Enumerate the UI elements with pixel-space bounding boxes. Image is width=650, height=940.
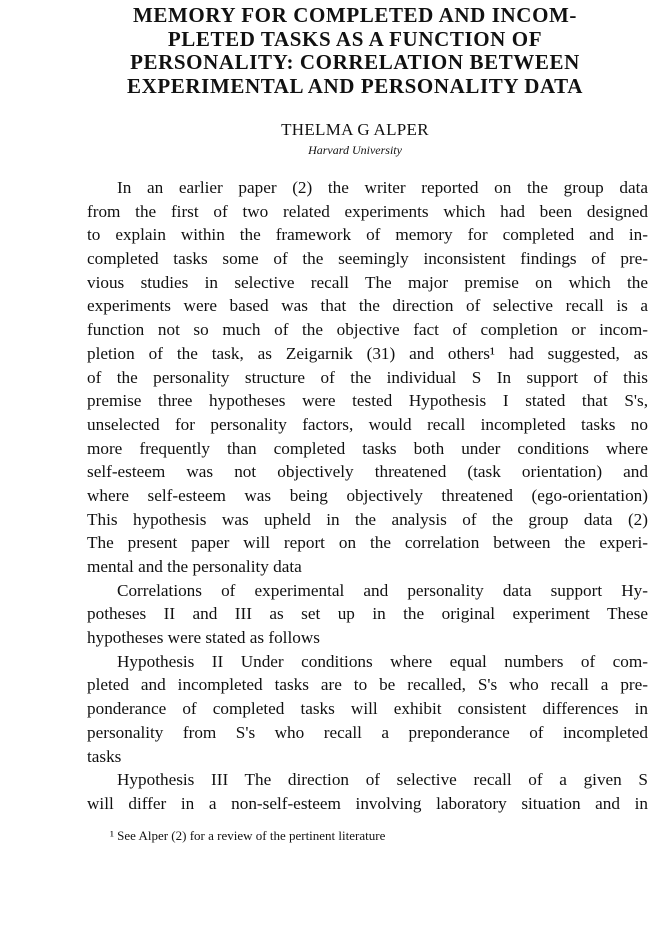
body-line: personality from S's who recall a preponderance of incompleted: [87, 722, 648, 742]
body-line: Correlations of experimental and personality data support Hy-: [117, 580, 648, 600]
body-line: The present paper will report on the correlation between the experi-: [87, 533, 648, 553]
body-line: vious studies in selective recall The major premise on which the: [87, 272, 648, 292]
body-line: from the first of two related experiments which had been designed: [87, 201, 648, 221]
body-line: experiments were based was that the direction of selective recall is a: [87, 296, 648, 316]
title-line: MEMORY FOR COMPLETED AND INCOM-: [132, 3, 578, 27]
body-line: will differ in a non-self-esteem involving laboratory situation and in: [87, 793, 648, 813]
body-line: pletion of the task, as Zeigarnik (31) and others¹ had suggested, as: [87, 343, 648, 363]
body-line: tasks: [87, 746, 122, 766]
body-line: Hypothesis III The direction of selective recall of a given S: [117, 770, 648, 790]
body-line: self-esteem was not objectively threatened (task orientation) and: [87, 462, 648, 482]
body-line: mental and the personality data: [87, 557, 302, 576]
author-name: THELMA G ALPER: [281, 120, 429, 139]
title-line: PLETED TASKS AS A FUNCTION OF: [167, 26, 543, 51]
article-title: [70, 4, 640, 98]
body-line: to explain within the framework of memory for completed and in-: [87, 225, 648, 245]
author-affiliation: Harvard University: [308, 143, 402, 157]
body-line: unselected for personality factors, would recall incompleted tasks no: [87, 414, 648, 434]
body-line: Hypothesis II Under conditions where equal numbers of com-: [117, 651, 648, 671]
body-line: where self-esteem was being objectively threatened (ego-orientation): [87, 485, 648, 505]
body-line: premise three hypotheses were tested Hypothesis I stated that S's,: [87, 391, 648, 411]
body-line: more frequently than completed tasks both under conditions where: [87, 438, 648, 458]
body-line: In an earlier paper (2) the writer reported on the group data: [117, 178, 648, 197]
body-line: potheses II and III as set up in the original experiment These: [87, 604, 648, 624]
body-line: hypotheses were stated as follows: [87, 628, 320, 648]
footnote: ¹ See Alper (2) for a review of the pertinent literature: [110, 828, 386, 843]
body-line: ponderance of completed tasks will exhibit consistent differences in: [87, 699, 648, 719]
body-line: This hypothesis was upheld in the analysis of the group data (2): [87, 509, 648, 529]
body-line: completed tasks some of the seemingly inconsistent findings of pre-: [87, 249, 648, 269]
article-body: [87, 176, 648, 816]
title-line: EXPERIMENTAL AND PERSONALITY DATA: [127, 73, 583, 98]
body-line: of the personality structure of the individual S In support of this: [87, 367, 648, 387]
body-line: pleted and incompleted tasks are to be recalled, S's who recall a pre-: [87, 675, 648, 695]
title-line: PERSONALITY: CORRELATION BETWEEN: [130, 50, 580, 74]
body-line: function not so much of the objective fact of completion or incom-: [87, 320, 648, 340]
